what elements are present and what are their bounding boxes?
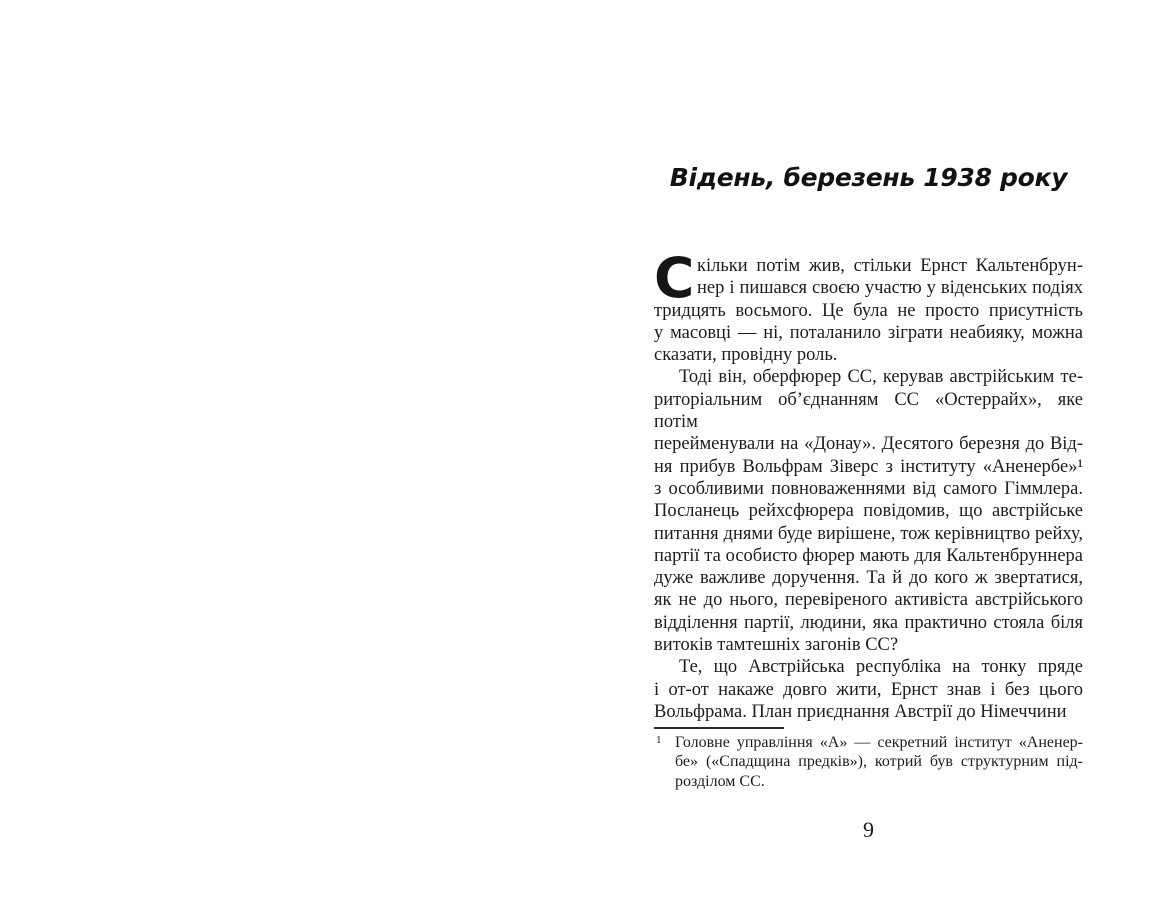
drop-cap: С xyxy=(654,246,695,310)
text-line: Вольфрама. План приєднання Австрії до Німеччини xyxy=(654,701,1067,722)
text-line: питання днями буде вирішене, тож керівництво рейху, xyxy=(654,523,1083,544)
footnote xyxy=(654,733,1083,791)
text-line: перейменували на «Донау». Десятого березня до Від- xyxy=(654,434,1083,455)
text-line: Посланець рейхсфюрера повідомив, що австрійське xyxy=(654,501,1083,522)
text-line: нер і пишався своєю участю у віденських подіях xyxy=(697,278,1083,299)
text-line: кільки потім жив, стільки Ернст Кальтенбрун- xyxy=(697,256,1083,276)
text-line: Головне управління «А» — секретний інститут «Аненер- xyxy=(675,734,1083,751)
text-line: риторіальним об’єднанням СС «Остеррайх», яке потім xyxy=(654,389,1083,433)
text-line: бе» («Спадщина предків»), котрий був структурним під- xyxy=(675,753,1083,771)
text-line: відділення партії, людини, яка практично стояла біля xyxy=(654,612,1083,633)
paragraph xyxy=(654,246,1083,366)
text-line: тридцять восьмого. Це була не просто присутність xyxy=(654,300,1083,321)
text-line: дуже важливе доручення. Та й до кого ж звертатися, xyxy=(654,568,1083,589)
page-number: 9 xyxy=(863,817,874,842)
text-line: ня прибув Вольфрам Зіверс з інституту «Аненербе»¹ xyxy=(654,456,1083,477)
body-text xyxy=(654,246,1083,723)
text-line: як не до нього, перевіреного активіста австрійського xyxy=(654,590,1083,611)
footnote-rule xyxy=(654,727,784,729)
text-line: Те, що Австрійська республіка на тонку пряде xyxy=(679,657,1083,678)
paragraph xyxy=(654,656,1083,723)
text-line: з особливими повноваженнями від самого Гіммлера. xyxy=(654,478,1083,499)
chapter-title: Відень, березень 1938 року xyxy=(669,163,1068,192)
text-line: у масовці — ні, поталанило зіграти неабияку, можна xyxy=(654,322,1083,343)
text-line: сказати, провідну роль. xyxy=(654,345,838,366)
text-line: партії та особисто фюрер мають для Кальтенбруннера xyxy=(654,545,1083,566)
footnote-marker: 1 xyxy=(656,734,662,746)
text-line: витоків тамтешніх загонів СС? xyxy=(654,635,899,656)
text-line: розділом СС. xyxy=(675,772,765,790)
text-line: і от-от накаже довго жити, Ернст знав і без цього xyxy=(654,679,1083,700)
text-line: Тоді він, оберфюрер СС, керував австрійським те- xyxy=(679,367,1083,388)
paragraph xyxy=(654,366,1083,656)
